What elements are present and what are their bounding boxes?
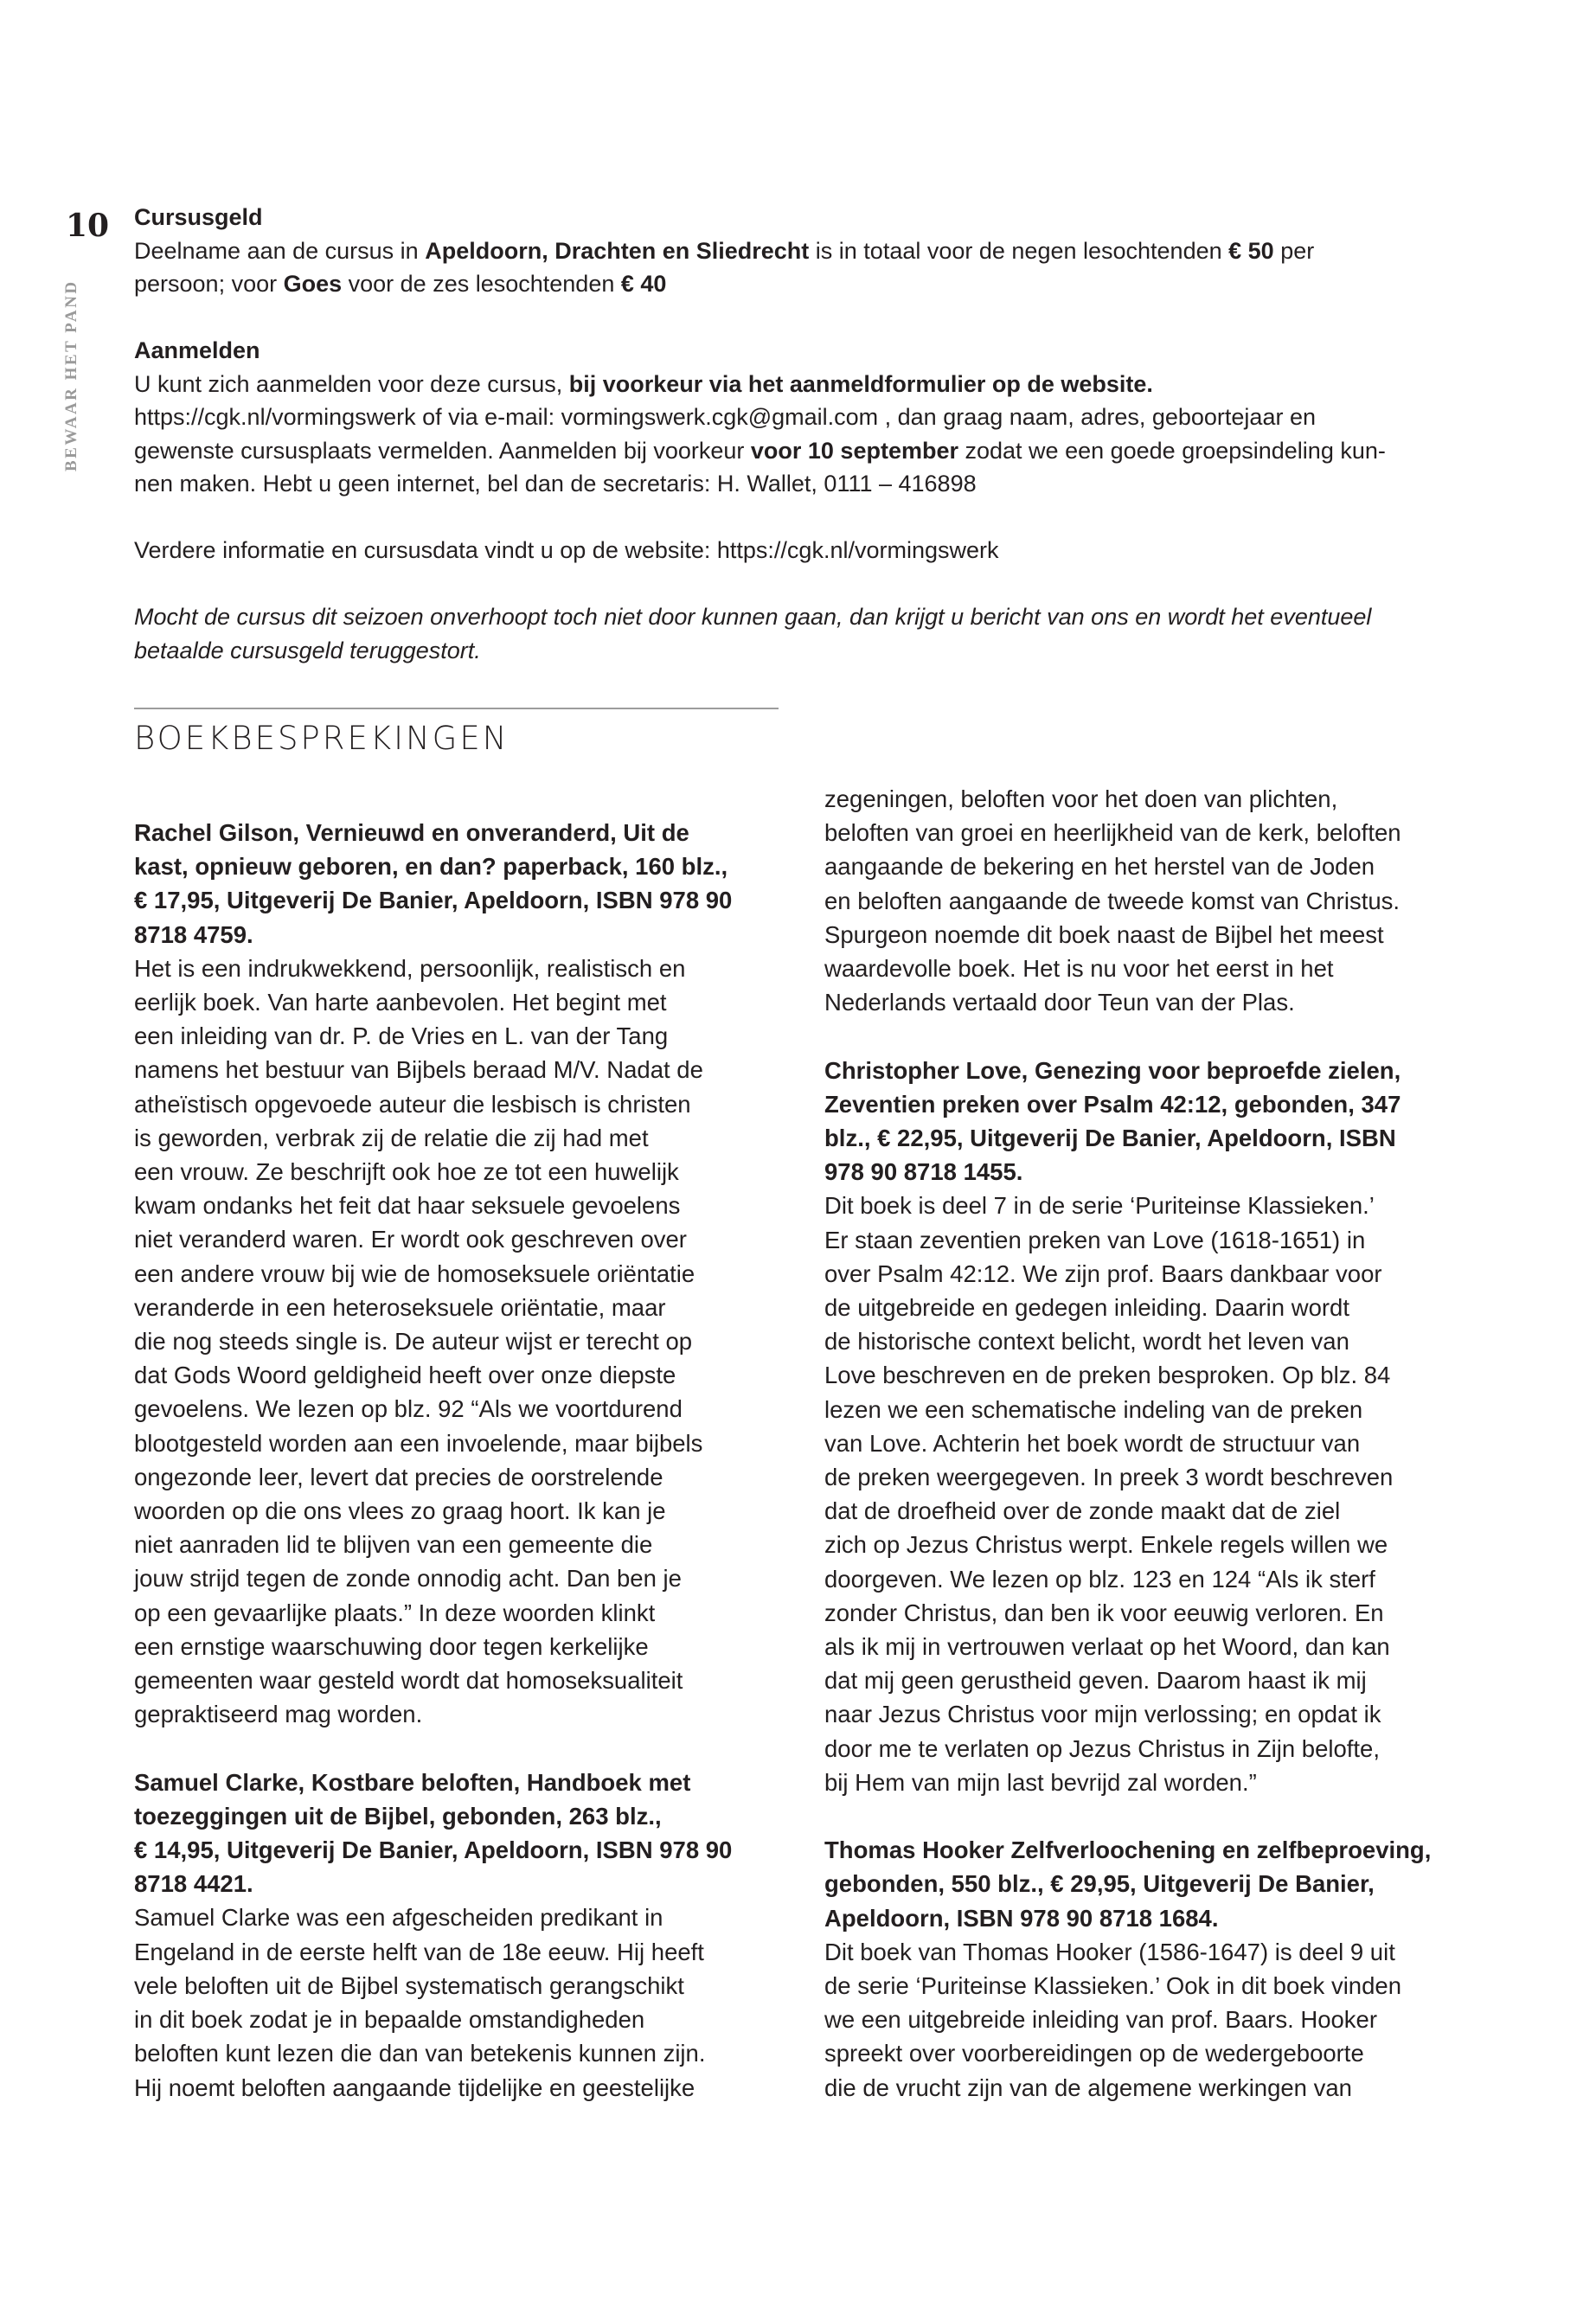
review-text-line: Engeland in de eerste helft van de 18e eeuw. Hij heeft xyxy=(134,1938,704,1965)
review-text-line: lezen we een schematische indeling van de preken xyxy=(824,1395,1363,1423)
location-bold: Goes xyxy=(283,271,343,297)
review-text-line: gepraktiseerd mag worden. xyxy=(134,1701,423,1728)
review-text-line: eerlijk boek. Van harte aanbevolen. Het begint met xyxy=(134,989,667,1016)
review-text-line: atheïstisch opgevoede auteur die lesbisch is christen xyxy=(134,1090,691,1118)
review-text-line: is geworden, verbrak zij de relatie die zij had met xyxy=(134,1124,649,1151)
notice-line: Mocht de cursus dit seizoen onverhoopt toch niet door kunnen gaan, dan krijgt u bericht van ons en wordt het eventueel xyxy=(134,604,1372,630)
cursusgeld-line xyxy=(134,234,1484,268)
review-text-line: niet veranderd waren. Er wordt ook geschreven over xyxy=(134,1226,687,1253)
review-text-line: als ik mij in vertrouwen verlaat op het Woord, dan kan xyxy=(824,1633,1390,1661)
review-heading-line: 8718 4421. xyxy=(134,1870,253,1898)
review-text-line: aangaande de bekering en het herstel van de Joden xyxy=(824,853,1375,881)
review-text-line: vele beloften uit de Bijbel systematisch gerangschikt xyxy=(134,1971,684,1999)
review-text-line: Love beschreven en de preken besproken. Op blz. 84 xyxy=(824,1362,1391,1389)
review-text-line: blootgesteld worden aan een invoelende, maar bijbels xyxy=(134,1429,703,1457)
text-span: persoon; voor xyxy=(134,271,284,297)
review-text-line: jouw strijd tegen de zonde onnodig acht. Dan ben je xyxy=(134,1565,682,1593)
aanmelden-line: nen maken. Hebt u geen internet, bel dan de secretaris: H. Wallet, 0111 – 416898 xyxy=(134,471,977,497)
review-text-line: waardevolle boek. Het is nu voor het eerst in het xyxy=(824,955,1334,983)
review-text-line: Het is een indrukwekkend, persoonlijk, realistisch en xyxy=(134,954,686,982)
text-span: gewenste cursusplaats vermelden. Aanmelden bij voorkeur xyxy=(134,437,751,464)
review-text-line: een ernstige waarschuwing door tegen kerkelijke xyxy=(134,1632,649,1660)
review-text-line: over Psalm 42:12. We zijn prof. Baars dankbaar voor xyxy=(824,1259,1382,1287)
review-text-line: namens het bestuur van Bijbels beraad M/V. Nadat de xyxy=(134,1056,703,1084)
price-bold: € 50 xyxy=(1228,237,1274,264)
review-text-line: een inleiding van dr. P. de Vries en L. van der Tang xyxy=(134,1022,669,1050)
spacer xyxy=(824,1019,1482,1053)
review-heading-line: gebonden, 550 blz., € 29,95, Uitgeverij De Banier, xyxy=(824,1870,1375,1898)
review-text-line: van Love. Achterin het boek wordt de structuur van xyxy=(824,1429,1361,1457)
preference-bold: bij voorkeur via het aanmeldformulier op de website. xyxy=(568,370,1153,397)
spacer xyxy=(824,1799,1482,1833)
spacer xyxy=(134,301,1484,335)
review-text-line: kwam ondanks het feit dat haar seksuele gevoelens xyxy=(134,1192,681,1220)
review-heading-line: € 14,95, Uitgeverij De Banier, Apeldoorn, ISBN 978 90 xyxy=(134,1836,733,1864)
review-text-line: Er staan zeventien preken van Love (1618-1651) in xyxy=(824,1226,1366,1253)
cursusgeld-heading: Cursusgeld xyxy=(134,204,263,230)
review-heading-line: toezeggingen uit de Bijbel, gebonden, 263 blz., xyxy=(134,1802,662,1830)
review-text-line: spreekt over voorbereidingen op de wedergeboorte xyxy=(824,2040,1364,2067)
section-divider xyxy=(134,708,779,709)
review-text-line: gevoelens. We lezen op blz. 92 “Als we voortdurend xyxy=(134,1395,683,1423)
text-span: zodat we een goede groepsindeling kun- xyxy=(958,437,1386,464)
info-line: Verdere informatie en cursusdata vindt u op de website: https://cgk.nl/vormingswerk xyxy=(134,537,999,563)
review-text-line: dat Gods Woord geldigheid heeft over onze diepste xyxy=(134,1362,676,1389)
review-text-line: beloften kunt lezen die dan van betekenis kunnen zijn. xyxy=(134,2040,706,2067)
review-text-line: Dit boek van Thomas Hooker (1586-1647) is deel 9 uit xyxy=(824,1938,1395,1965)
text-span: U kunt zich aanmelden voor deze cursus, xyxy=(134,370,569,397)
aanmelden-line xyxy=(134,368,1484,401)
review-heading-line: 978 90 8718 1455. xyxy=(824,1158,1023,1186)
review-text-line: dat de droefheid over de zonde maakt dat de ziel xyxy=(824,1497,1341,1525)
review-text-line: zonder Christus, dan ben ik voor eeuwig verloren. En xyxy=(824,1599,1384,1626)
review-heading-line: Samuel Clarke, Kostbare beloften, Handboek met xyxy=(134,1768,691,1796)
left-column xyxy=(134,816,792,2105)
review-heading-line: blz., € 22,95, Uitgeverij De Banier, Apeldoorn, ISBN xyxy=(824,1125,1396,1152)
right-column xyxy=(824,782,1482,2105)
review-heading-line: € 17,95, Uitgeverij De Banier, Apeldoorn, ISBN 978 90 xyxy=(134,887,733,914)
review-text-line: ongezonde leer, levert dat precies de oorstrelende xyxy=(134,1463,663,1490)
review-text-line: in dit boek zodat je in bepaalde omstandigheden xyxy=(134,2006,645,2034)
course-info-block xyxy=(134,201,1484,667)
review-text-line: niet aanraden lid te blijven van een gemeente die xyxy=(134,1531,653,1559)
aanmelden-line xyxy=(134,434,1484,468)
review-text-line: Hij noemt beloften aangaande tijdelijke en geestelijke xyxy=(134,2073,695,2101)
review-text-line: woorden op die ons vlees zo graag hoort. Ik kan je xyxy=(134,1497,666,1525)
review-heading-line: 8718 4759. xyxy=(134,920,253,948)
review-text-line: zich op Jezus Christus werpt. Enkele regels willen we xyxy=(824,1531,1388,1559)
review-text-line: gemeenten waar gesteld wordt dat homoseksualiteit xyxy=(134,1667,683,1695)
cursusgeld-line xyxy=(134,267,1484,301)
review-text-line: Dit boek is deel 7 in de serie ‘Puriteinse Klassieken.’ xyxy=(824,1192,1375,1220)
price-bold: € 40 xyxy=(620,271,667,297)
review-text-line: die nog steeds single is. De auteur wijst er terecht op xyxy=(134,1328,693,1356)
text-span: voor de zes lesochtenden xyxy=(342,271,621,297)
notice-line: betaalde cursusgeld teruggestort. xyxy=(134,637,481,663)
review-heading-line: Thomas Hooker Zelfverloochening en zelfbeproeving, xyxy=(824,1836,1432,1864)
review-heading-line: Zeventien preken over Psalm 42:12, gebonden, 347 xyxy=(824,1090,1401,1118)
aanmelden-heading: Aanmelden xyxy=(134,337,260,363)
text-span: per xyxy=(1273,237,1315,264)
review-text-line: een vrouw. Ze beschrijft ook hoe ze tot een huwelijk xyxy=(134,1158,679,1186)
review-text-line: de historische context belicht, wordt het leven van xyxy=(824,1328,1349,1356)
review-text-line: door me te verlaten op Jezus Christus in Zijn belofte, xyxy=(824,1734,1380,1762)
text-span: is in totaal voor de negen lesochtenden xyxy=(809,237,1229,264)
review-text-line: Samuel Clarke was een afgescheiden predikant in xyxy=(134,1904,663,1932)
review-text-line: doorgeven. We lezen op blz. 123 en 124 “Als ik sterf xyxy=(824,1565,1375,1593)
review-text-line: zegeningen, beloften voor het doen van plichten, xyxy=(824,785,1338,812)
review-text-line: naar Jezus Christus voor mijn verlossing; en opdat ik xyxy=(824,1701,1381,1728)
aanmelden-line: https://cgk.nl/vormingswerk of via e-mail: vormingswerk.cgk@gmail.com , dan graag naam, adres, geboortejaar en xyxy=(134,404,1316,430)
review-text-line: bij Hem van mijn last bevrijd zal worden.” xyxy=(824,1768,1257,1796)
review-text-line: en beloften aangaande de tweede komst van Christus. xyxy=(824,887,1401,914)
review-text-line: we een uitgebreide inleiding van prof. Baars. Hooker xyxy=(824,2006,1377,2034)
text-span: Deelname aan de cursus in xyxy=(134,237,426,264)
spacer xyxy=(134,1731,792,1765)
review-text-line: Spurgeon noemde dit boek naast de Bijbel het meest xyxy=(824,920,1384,948)
side-label: BEWAAR HET PAND xyxy=(62,279,80,471)
review-text-line: de serie ‘Puriteinse Klassieken.’ Ook in dit boek vinden xyxy=(824,1972,1401,2000)
review-text-line: die de vrucht zijn van de algemene werkingen van xyxy=(824,2073,1352,2101)
page-number: 10 xyxy=(66,208,110,244)
review-text-line: de uitgebreide en gedegen inleiding. Daarin wordt xyxy=(824,1294,1349,1322)
section-title: BOEKBESPREKINGEN xyxy=(134,720,510,757)
locations-bold: Apeldoorn, Drachten en Sliedrecht xyxy=(425,237,810,264)
review-text-line: een andere vrouw bij wie de homoseksuele oriëntatie xyxy=(134,1259,695,1287)
spacer xyxy=(134,501,1484,535)
review-heading-line: Apeldoorn, ISBN 978 90 8718 1684. xyxy=(824,1904,1219,1932)
review-heading-line: Rachel Gilson, Vernieuwd en onveranderd, Uit de xyxy=(134,819,689,846)
review-text-line: veranderde in een heteroseksuele oriëntatie, maar xyxy=(134,1293,666,1321)
review-text-line: op een gevaarlijke plaats.” In deze woorden klinkt xyxy=(134,1599,656,1626)
review-heading-line: Christopher Love, Genezing voor beproefde zielen, xyxy=(824,1056,1401,1084)
review-text-line: de preken weergegeven. In preek 3 wordt beschreven xyxy=(824,1464,1394,1491)
review-text-line: Nederlands vertaald door Teun van der Plas. xyxy=(824,989,1295,1016)
review-heading-line: kast, opnieuw geboren, en dan? paperback, 160 blz., xyxy=(134,853,728,881)
deadline-bold: voor 10 september xyxy=(750,437,958,464)
review-text-line: beloften van groei en heerlijkheid van de kerk, beloften xyxy=(824,819,1401,847)
review-text-line: dat mij geen gerustheid geven. Daarom haast ik mij xyxy=(824,1667,1367,1695)
spacer xyxy=(134,567,1484,601)
